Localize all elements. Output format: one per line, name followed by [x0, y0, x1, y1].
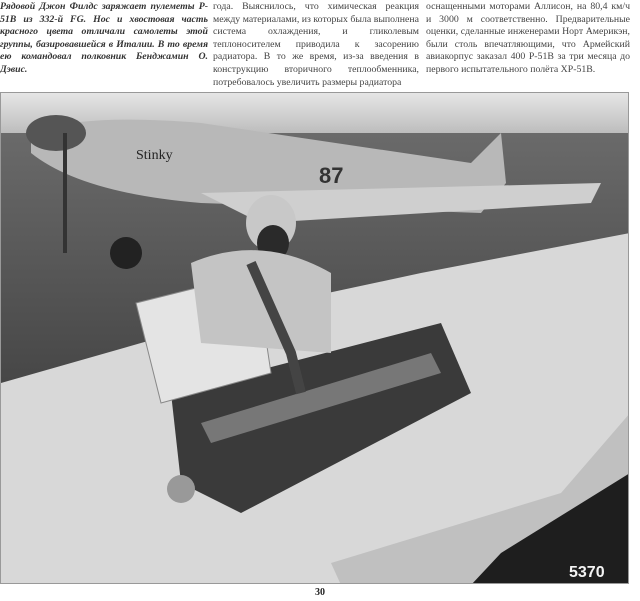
text-column-3: оснащенными моторами Аллисон, на 80,4 км/ч и 3000 м соответственно. Предварительные оценки, сделанные инженерами Норт Америкэн, были столь впечатляющими, что Армейский авиакорпус заказал 400 P-51B за три месяца до первого испытательного полёта XP-51B. — [426, 1, 630, 75]
serial-number-text: 5370 — [569, 564, 605, 581]
page-number: 30 — [315, 587, 325, 598]
photo-p51b-armorer — [0, 92, 629, 584]
text-column-2: года. Выяснилось, что химическая реакция между материалами, из которых была выполнена система охлаждения, и гликолевым теплоносителем приводила к засорению радиатора. В то же время, из-за введения в конструкцию вторичного теплообменника, потребовалось увеличить размеры радиатора — [213, 1, 419, 88]
aircraft-code-text: 87 — [319, 163, 344, 188]
photo-caption: Рядовой Джон Филдс заряжает пулеметы P-51B из 332-й FG. Нос и хвостовая часть красного цвета отличали самолеты этой группы, базировавшейся в Италии. В то время ею командовал полковник Бенджамин О. Дэвис. — [0, 1, 208, 75]
aircraft-name-text: Stinky — [136, 148, 173, 163]
